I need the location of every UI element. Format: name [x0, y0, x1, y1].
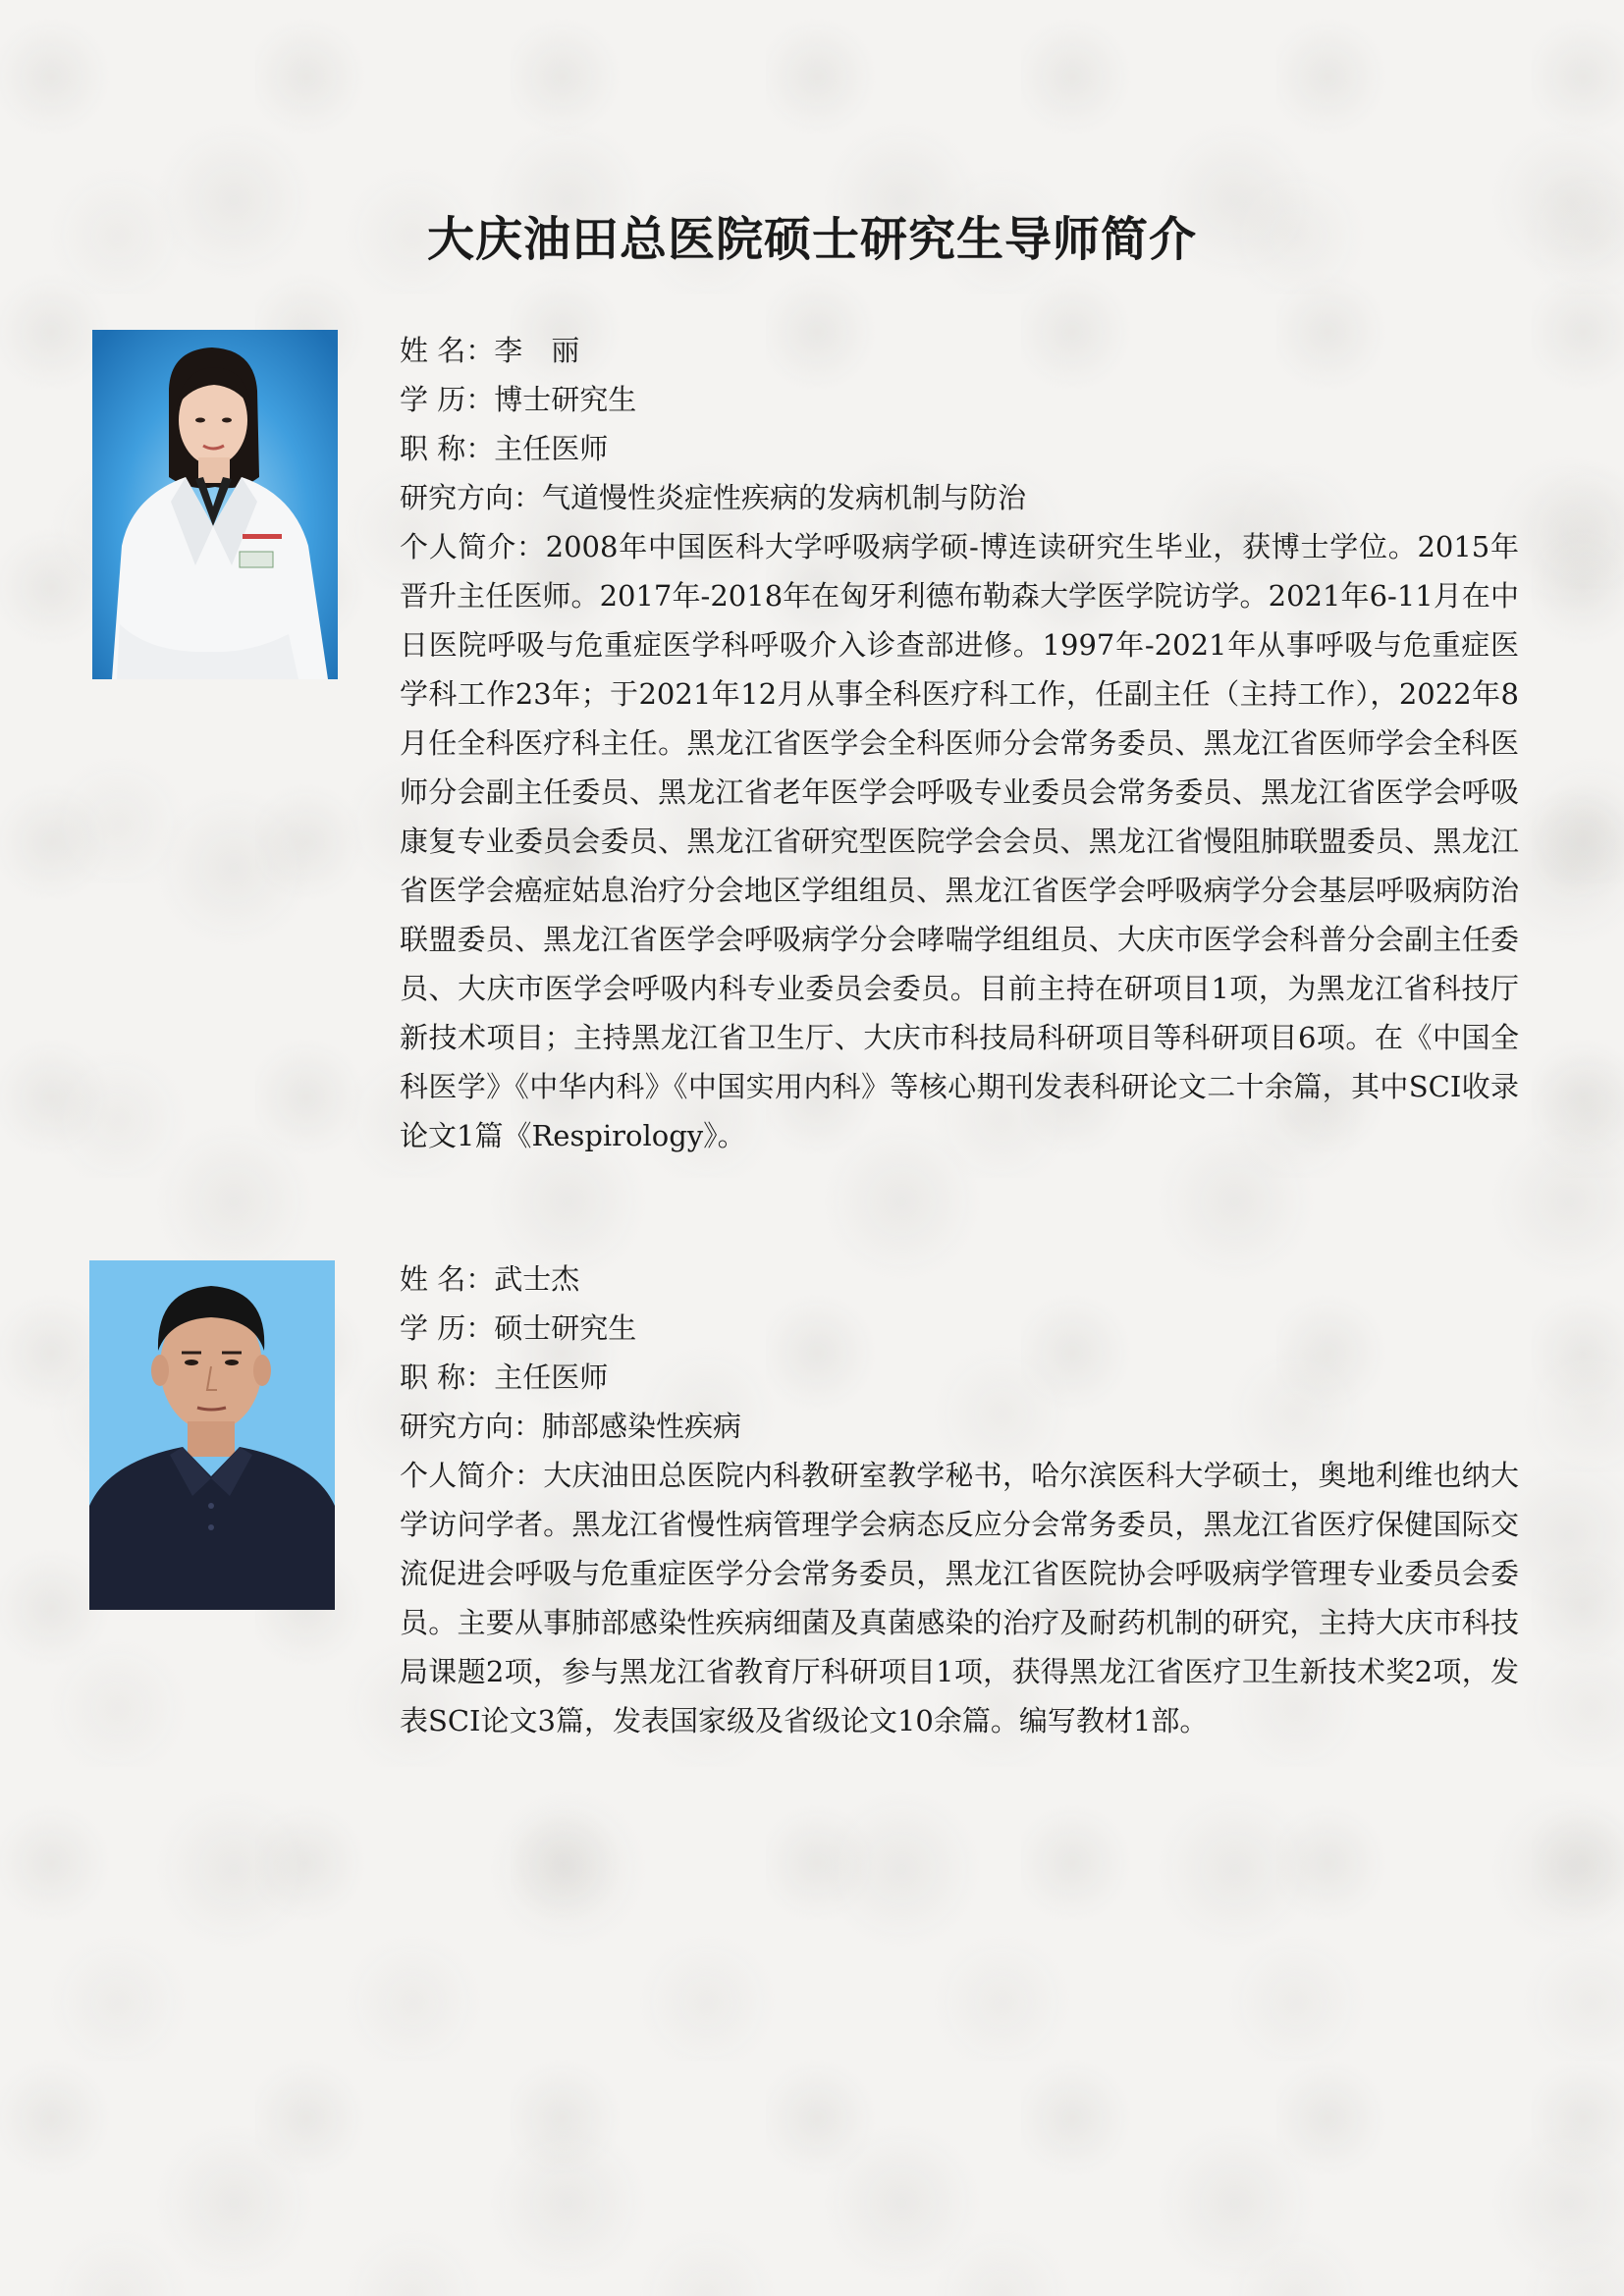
profile-text — [400, 326, 1519, 1160]
name-value: 武士杰 — [494, 1262, 580, 1296]
name-row — [400, 1255, 1519, 1304]
title-label: 职 称： — [400, 1361, 495, 1394]
bio-row — [400, 522, 1519, 1160]
name-value: 李 丽 — [494, 334, 580, 367]
page-title: 大庆油田总医院硕士研究生导师简介 — [426, 212, 1197, 267]
education-label: 学 历： — [400, 383, 495, 416]
title-row — [400, 1353, 1519, 1402]
research-row — [400, 473, 1519, 522]
profile-photo — [89, 1260, 335, 1610]
research-row — [400, 1402, 1519, 1451]
title-label: 职 称： — [400, 432, 495, 465]
bio-label: 个人简介： — [400, 530, 546, 563]
research-label: 研究方向： — [400, 481, 543, 514]
title-value: 主任医师 — [494, 432, 609, 465]
name-label: 姓 名： — [400, 334, 495, 367]
name-label: 姓 名： — [400, 1262, 495, 1296]
bio-text: 2008年中国医科大学呼吸病学硕-博连读研究生毕业，获博士学位。2015年晋升主任医师。2017年-2018年在匈牙利德布勒森大学医学院访学。2021年6-11月在中日医院呼吸与危重症医学科呼吸介入诊查部进修。1997年-2021年从事呼吸与危重症医学科工作23年；于2021年12月从事全科医疗科工作，任副主任（主持工作），2022年8月任全科医疗科主任。黑龙江省医学会全科医师分会常务委员、黑龙江省医师学会全科医师分会副主任委员、黑龙江省老年医学会呼吸专业委员会常务委员、黑龙江省医学会呼吸康复专业委员会委员、黑龙江省研究型医院学会会员、黑龙江省慢阻肺联盟委员、黑龙江省医学会癌症姑息治疗分会地区学组组员、黑龙江省医学会呼吸病学分会基层呼吸病防治联盟委员、黑龙江省医学会呼吸病学分会哮喘学组组员、大庆市医学会科普分会副主任委员、大庆市医学会呼吸内科专业委员会委员。目前主持在研项目1项，为黑龙江省科技厅新技术项目；主持黑龙江省卫生厅、大庆市科技局科研项目等科研项目6项。在《中国全科医学》《中华内科》《中国实用内科》等核心期刊发表科研论文二十余篇，其中SCI收录论文1篇《Respirology》。 — [400, 530, 1519, 1152]
bio-label: 个人简介： — [400, 1459, 544, 1492]
bio-text: 大庆油田总医院内科教研室教学秘书，哈尔滨医科大学硕士，奥地利维也纳大学访问学者。黑龙江省慢性病管理学会病态反应分会常务委员，黑龙江省医疗保健国际交流促进会呼吸与危重症医学分会常务委员，黑龙江省医院协会呼吸病学管理专业委员会委员。主要从事肺部感染性疾病细菌及真菌感染的治疗及耐药机制的研究，主持大庆市科技局课题2项，参与黑龙江省教育厅科研项目1项，获得黑龙江省医疗卫生新技术奖2项，发表SCI论文3篇，发表国家级及省级论文10余篇。编写教材1部。 — [400, 1459, 1519, 1737]
education-row — [400, 375, 1519, 424]
bio-row — [400, 1451, 1519, 1745]
title-value: 主任医师 — [494, 1361, 609, 1394]
research-value: 气道慢性炎症性疾病的发病机制与防治 — [542, 481, 1027, 514]
name-row — [400, 326, 1519, 375]
education-value: 硕士研究生 — [494, 1311, 637, 1345]
profile-text — [400, 1255, 1519, 1745]
title-row — [400, 424, 1519, 473]
education-value: 博士研究生 — [494, 383, 637, 416]
profile-photo — [92, 330, 338, 679]
research-label: 研究方向： — [400, 1410, 543, 1443]
education-row — [400, 1304, 1519, 1353]
education-label: 学 历： — [400, 1311, 495, 1345]
research-value: 肺部感染性疾病 — [542, 1410, 742, 1443]
